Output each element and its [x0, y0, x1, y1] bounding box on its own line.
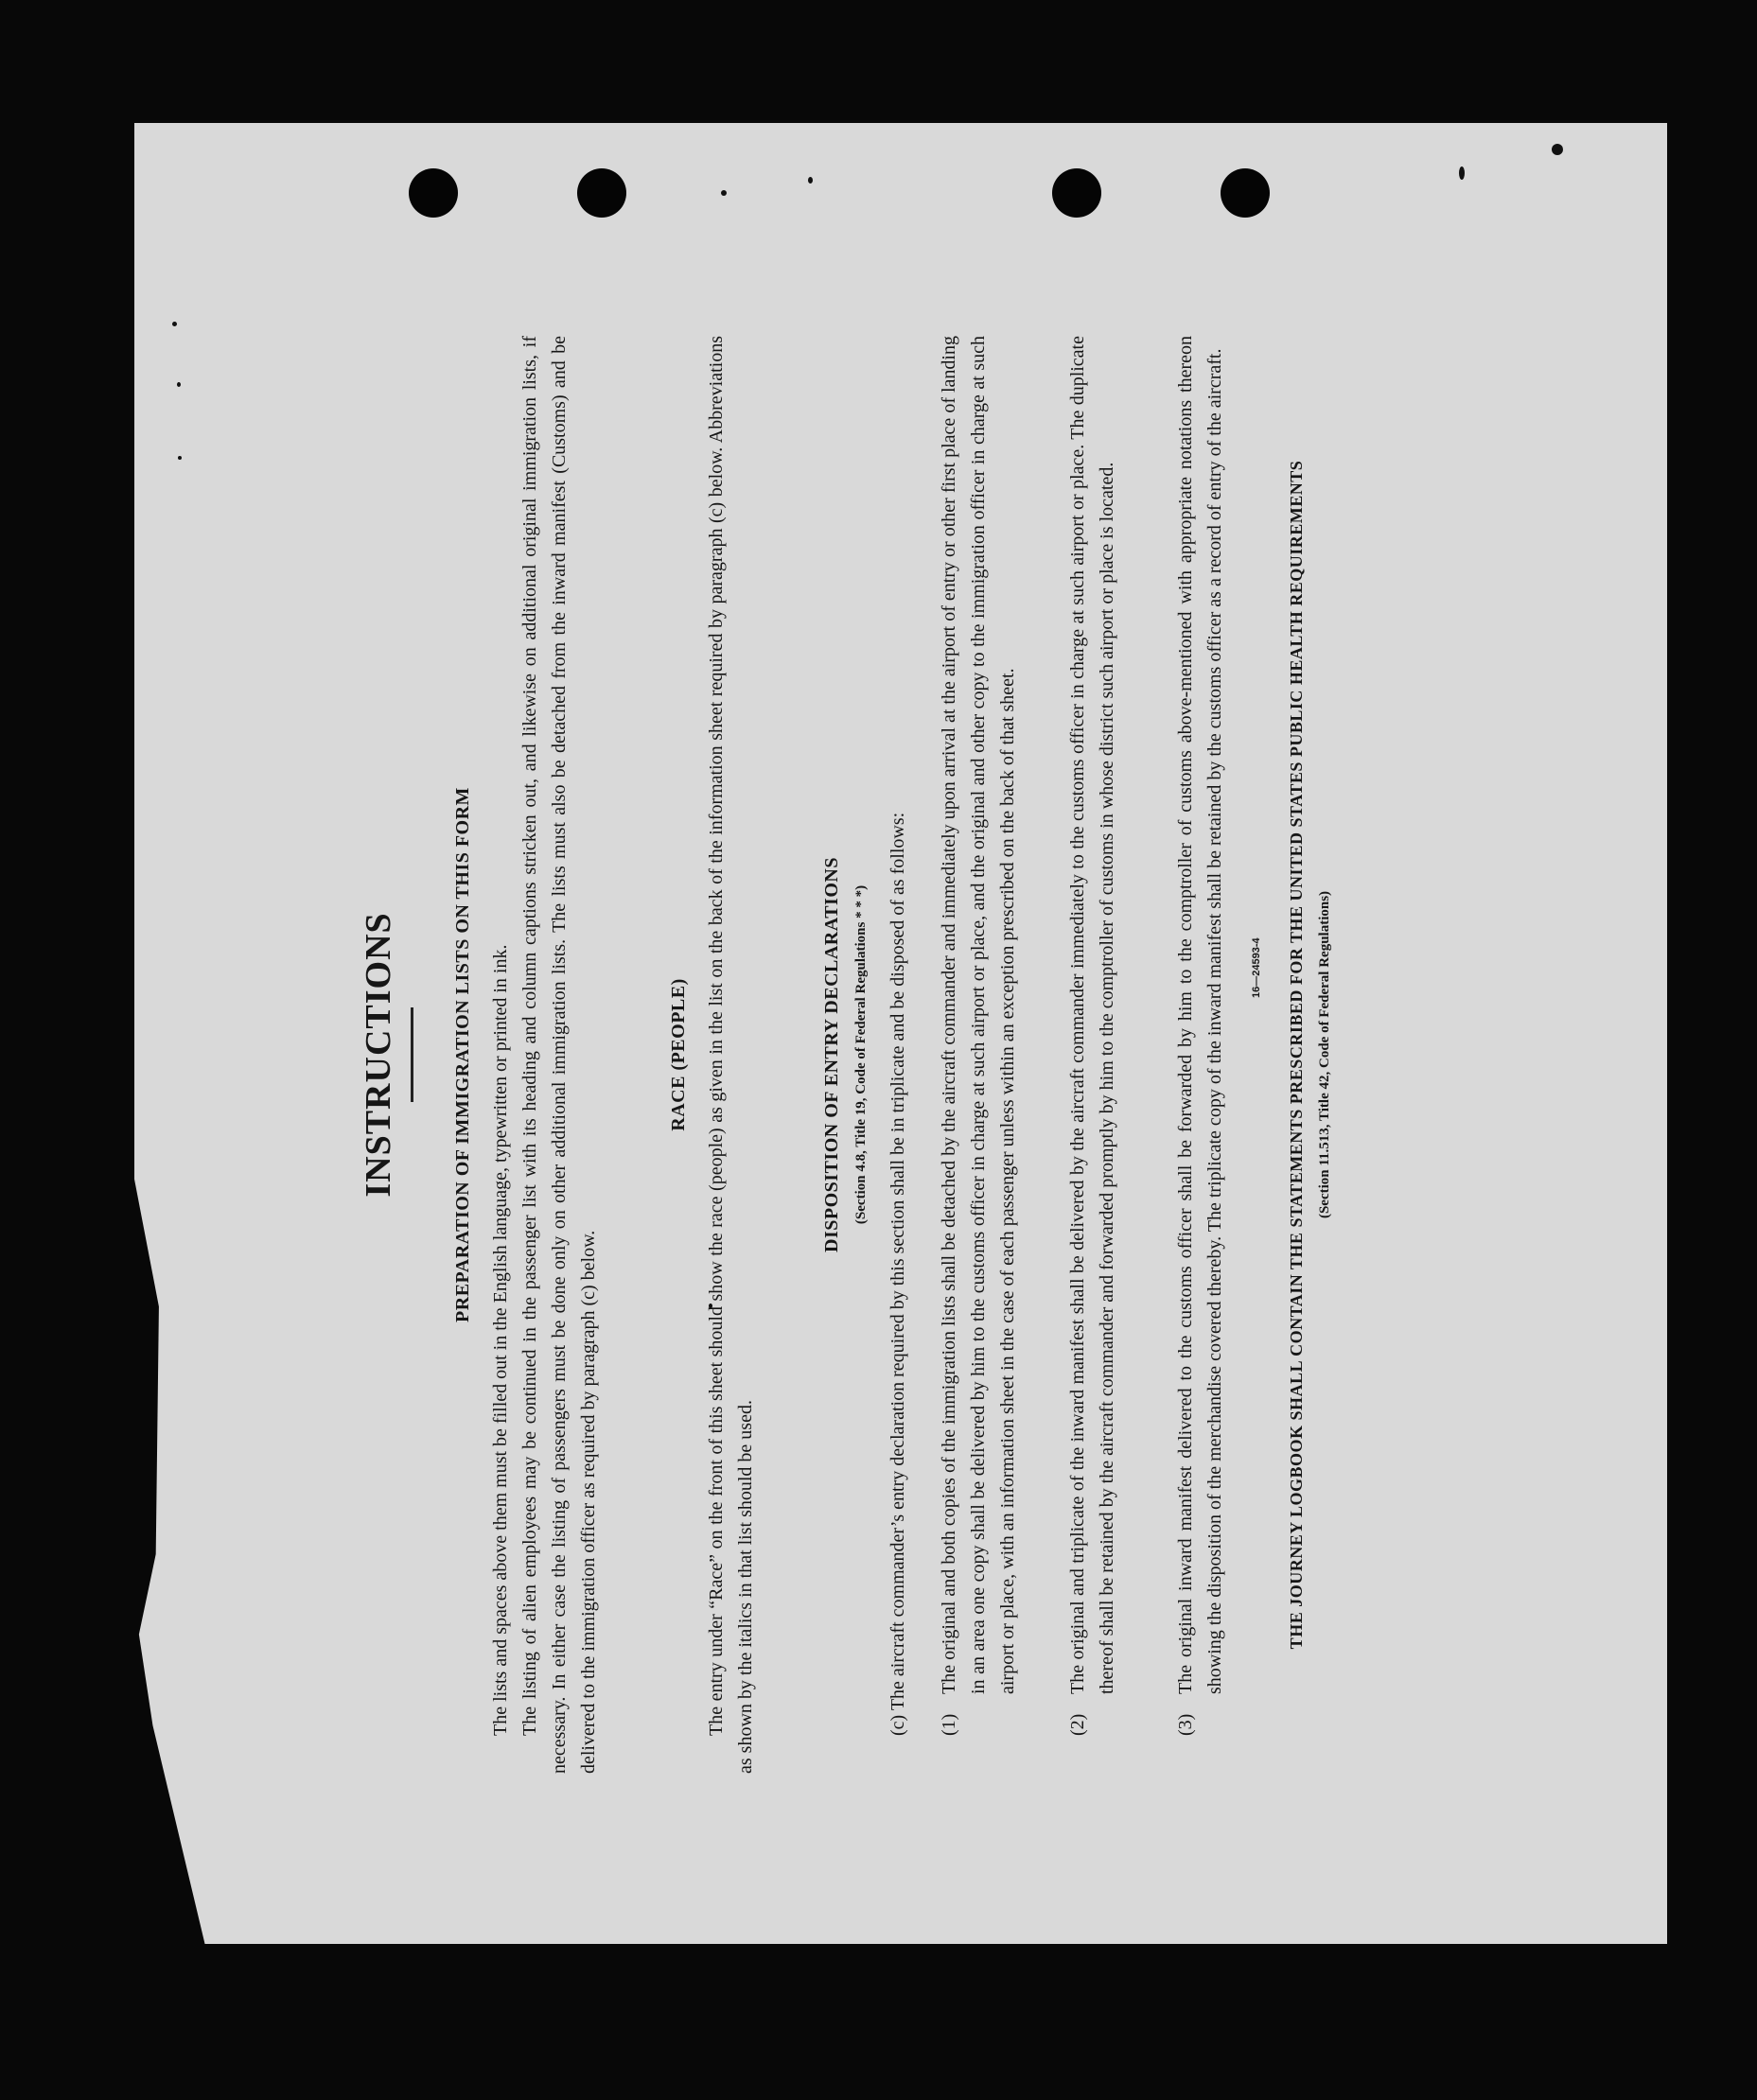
preparation-paragraph-1: The lists and spaces above them must be filled out in the English language, typewritten or printed in ink. [490, 944, 511, 1736]
ink-speck [178, 456, 182, 460]
disposition-item-text: The original and both copies of the immigration lists shall be detached by the aircraft commander and immediately upon arrival at the airport of entry or other first place of landing in an area one copy shall be delivered by him to the customs officer in charge at such airport or place, and the original and other copy to the immigration officer in charge at such airport or place, with an information sheet in the case of each passenger unless within an exception prescribed on the back of that sheet. [939, 336, 1018, 1694]
ink-speck [1552, 144, 1563, 155]
disposition-citation: (Section 4.8, Title 19, Code of Federal Regulations * * *) [853, 884, 869, 1225]
logbook-statement: THE JOURNEY LOGBOOK SHALL CONTAIN THE STATEMENTS PRESCRIBED FOR THE UNITED STATES PUBLIC HEALTH REQUIREMENTS [1287, 460, 1306, 1650]
punch-hole [577, 168, 626, 218]
section-heading-race: RACE (PEOPLE) [668, 978, 689, 1131]
title-rule [411, 1007, 413, 1102]
item-number: (3) [1175, 1713, 1196, 1736]
race-paragraph: The entry under “Race” on the front of this sheet should show the race (people) as given in the list on the back of the information sheet required by paragraph (c) below. Abbreviations as shown by the italics in that list should be used. [706, 336, 756, 1774]
section-heading-preparation: PREPARATION OF IMMIGRATION LISTS ON THIS FORM [452, 787, 473, 1322]
instructions-content [312, 307, 1485, 1802]
section-heading-disposition: DISPOSITION OF ENTRY DECLARATIONS [821, 857, 842, 1252]
ink-speck [177, 382, 181, 387]
ink-speck [172, 322, 177, 326]
disposition-item-text: The original inward manifest delivered to the customs officer shall be forwarded by him to the comptroller of customs above-mentioned with appropriate notations thereon showing the disposition of the merchandise covered thereby. The triplicate copy of the inward manifest shall be retained by the customs officer as a record of entry of the aircraft. [1175, 336, 1225, 1694]
preparation-paragraph-2: The listing of alien employees may be continued in the passenger list with its heading and column captions stricken out, and likewise on additional original immigration lists, if necessary. In either case the listing of passengers must be done only on other additional immigration lists. The lists must also be detached from the inward manifest (Customs) and be delivered to the immigration officer as required by paragraph (c) below. [519, 336, 599, 1774]
logbook-citation: (Section 11.513, Title 42, Code of Federal Regulations) [1317, 890, 1332, 1219]
item-number: (1) [939, 1713, 959, 1736]
ink-speck [1459, 166, 1465, 180]
punch-hole [1221, 168, 1270, 218]
item-number: (2) [1067, 1713, 1088, 1736]
page-title: INSTRUCTIONS [359, 912, 398, 1198]
form-code: 16—24593-4 [1251, 937, 1262, 998]
disposition-item-text: The original and triplicate of the inward manifest shall be delivered by the aircraft commander immediately to the customs officer in charge at such airport or place. The duplicate thereof shall be retained by the aircraft commander and forwarded promptly by him to the comptroller of customs in whose district such airport or place is located. [1067, 336, 1117, 1694]
punch-hole [409, 168, 458, 218]
ink-speck [721, 190, 727, 196]
ink-speck [115, 1701, 119, 1705]
punch-hole [1052, 168, 1101, 218]
ink-speck [808, 177, 813, 184]
disposition-intro: (c) The aircraft commander’s entry declaration required by this section shall be in triplicate and be disposed of as follows: [887, 812, 908, 1736]
